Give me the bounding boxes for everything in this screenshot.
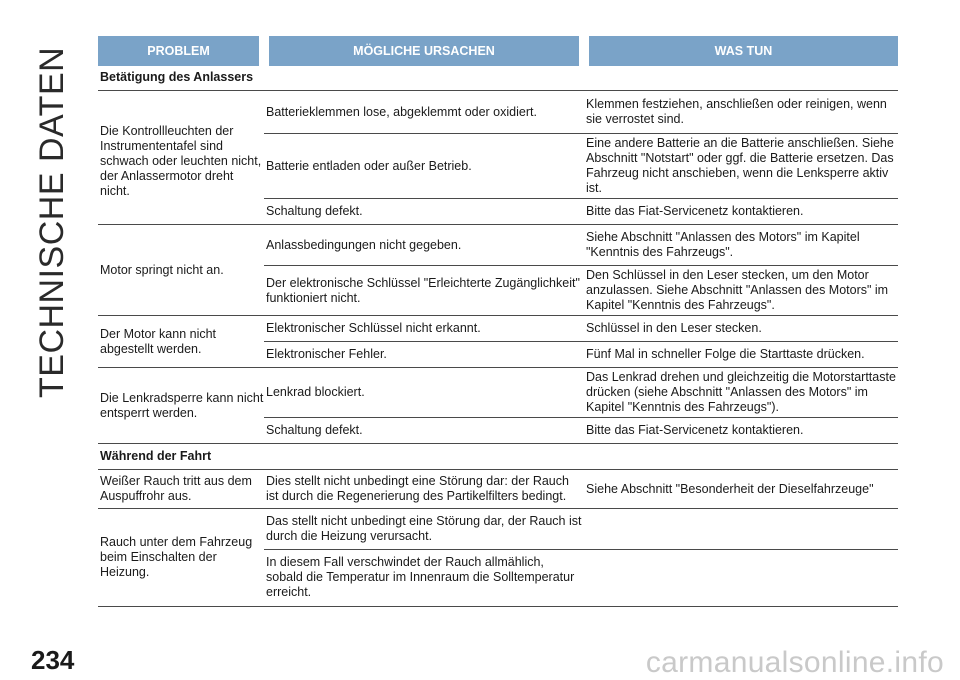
cause-cell: Elektronischer Fehler. xyxy=(264,342,584,368)
table-row xyxy=(98,316,898,342)
section-title: Betätigung des Anlassers xyxy=(98,66,898,91)
problem-cell: Rauch unter dem Fahrzeug beim Einschalten der Heizung. xyxy=(98,509,264,607)
action-cell: Klemmen festziehen, anschließen oder reinigen, wenn sie verrostet sind. xyxy=(584,91,898,134)
header-causes: MÖGLICHE URSACHEN xyxy=(264,36,584,66)
section-row xyxy=(98,444,898,470)
problem-cell: Weißer Rauch tritt aus dem Auspuffrohr aus. xyxy=(98,470,264,509)
cause-cell: Schaltung defekt. xyxy=(264,418,584,444)
cause-cell: Lenkrad blockiert. xyxy=(264,368,584,418)
problem-cell: Die Kontrollleuchten der Instrumententafel sind schwach oder leuchten nicht, der Anlassermotor dreht nicht. xyxy=(98,91,264,225)
table-row xyxy=(98,91,898,134)
action-cell xyxy=(584,509,898,550)
action-cell: Eine andere Batterie an die Batterie anschließen. Siehe Abschnitt "Notstart" oder ggf. die Batterie ersetzen. Das Fahrzeug nicht anschieben, wenn die Lenksperre aktiv ist. xyxy=(584,134,898,199)
action-cell: Das Lenkrad drehen und gleichzeitig die Motorstarttaste drücken (siehe Abschnitt "Anlassen des Motors" im Kapitel "Kenntnis des Fahrzeugs"). xyxy=(584,368,898,418)
cause-cell: Schaltung defekt. xyxy=(264,199,584,225)
table-row xyxy=(98,368,898,418)
page-number: 234 xyxy=(31,645,75,675)
action-cell: Schlüssel in den Leser stecken. xyxy=(584,316,898,342)
problem-cell: Der Motor kann nicht abgestellt werden. xyxy=(98,316,264,368)
watermark: carmanualsonline.info xyxy=(645,646,944,679)
cause-cell: Batterieklemmen lose, abgeklemmt oder oxidiert. xyxy=(264,91,584,134)
side-title: TECHNISCHE DATEN xyxy=(33,46,71,398)
troubleshooting-table xyxy=(98,36,898,607)
cause-cell: Elektronischer Schlüssel nicht erkannt. xyxy=(264,316,584,342)
cause-cell: Der elektronische Schlüssel "Erleichterte Zugänglichkeit" funktioniert nicht. xyxy=(264,266,584,316)
section-row xyxy=(98,66,898,91)
cause-cell: Dies stellt nicht unbedingt eine Störung dar: der Rauch ist durch die Regenerierung des Partikelfilters bedingt. xyxy=(264,470,584,509)
action-cell: Bitte das Fiat-Servicenetz kontaktieren. xyxy=(584,199,898,225)
cause-cell: In diesem Fall verschwindet der Rauch allmählich, sobald die Temperatur im Innenraum die Solltemperatur erreicht. xyxy=(264,550,584,607)
problem-cell: Die Lenkradsperre kann nicht entsperrt werden. xyxy=(98,368,264,444)
action-cell: Den Schlüssel in den Leser stecken, um den Motor anzulassen. Siehe Abschnitt "Anlassen des Motors" im Kapitel "Kenntnis des Fahrzeugs". xyxy=(584,266,898,316)
table-row xyxy=(98,225,898,266)
header-action: WAS TUN xyxy=(584,36,898,66)
action-cell: Bitte das Fiat-Servicenetz kontaktieren. xyxy=(584,418,898,444)
table-row xyxy=(98,509,898,550)
action-cell: Fünf Mal in schneller Folge die Starttaste drücken. xyxy=(584,342,898,368)
action-cell: Siehe Abschnitt "Besonderheit der Dieselfahrzeuge" xyxy=(584,470,898,509)
cause-cell: Batterie entladen oder außer Betrieb. xyxy=(264,134,584,199)
action-cell xyxy=(584,550,898,607)
cause-cell: Anlassbedingungen nicht gegeben. xyxy=(264,225,584,266)
problem-cell: Motor springt nicht an. xyxy=(98,225,264,316)
table-header-row xyxy=(98,36,898,66)
section-title: Während der Fahrt xyxy=(98,444,898,470)
action-cell: Siehe Abschnitt "Anlassen des Motors" im Kapitel "Kenntnis des Fahrzeugs". xyxy=(584,225,898,266)
header-problem: PROBLEM xyxy=(98,36,264,66)
cause-cell: Das stellt nicht unbedingt eine Störung dar, der Rauch ist durch die Heizung verursacht. xyxy=(264,509,584,550)
table-row xyxy=(98,470,898,509)
